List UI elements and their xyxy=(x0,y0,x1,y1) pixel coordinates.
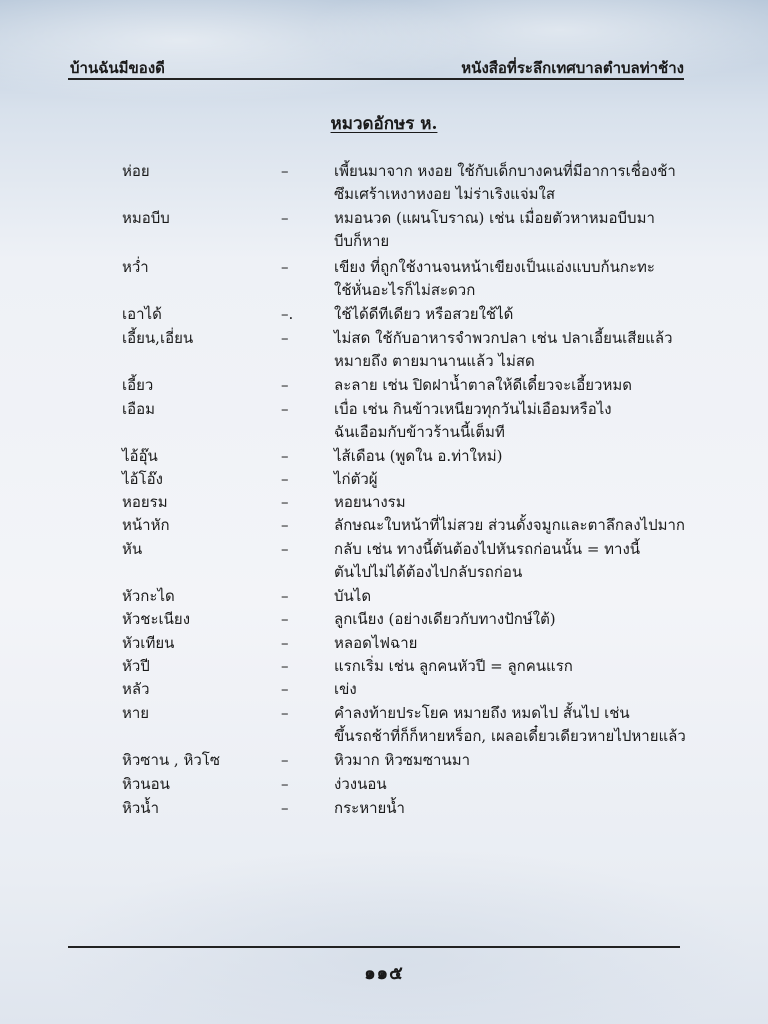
entry-dash: – xyxy=(281,516,289,534)
definition-line: บันได xyxy=(334,587,372,605)
entry-dash: – xyxy=(281,470,289,488)
entry-dash: – xyxy=(281,680,289,698)
entry-definition xyxy=(334,538,694,584)
definition-line: ขึ้นรถช้าที่ก็ก็หายหร็อก, เผลอเดี๋ยวเดียวหายไปหายแล้ว xyxy=(334,727,686,745)
entry-definition xyxy=(334,632,694,655)
entry-dash: – xyxy=(281,704,289,722)
entry-dash: –. xyxy=(281,305,294,323)
entry-term: หอยรม xyxy=(122,493,168,511)
definition-line: ลูกเนียง (อย่างเดียวกับทางปักษ์ใต้) xyxy=(334,610,556,628)
entry-definition xyxy=(334,608,694,631)
entry-term: หว่ำ xyxy=(122,258,149,276)
footer-divider xyxy=(68,946,680,948)
definition-line: หมอนวด (แผนโบราณ) เช่น เมื่อยตัวหาหมอบีบมา xyxy=(334,209,655,227)
definition-line: หลอดไฟฉาย xyxy=(334,634,418,652)
entry-dash: – xyxy=(281,162,289,180)
page-number: ๑๑๕ xyxy=(364,963,404,984)
entry-dash: – xyxy=(281,258,289,276)
entry-dash: – xyxy=(281,657,289,675)
entry-dash: – xyxy=(281,587,289,605)
entry-definition xyxy=(334,491,694,514)
entry-definition xyxy=(334,749,694,772)
entry-term: หัวปี xyxy=(122,657,150,675)
entry-term: เอือม xyxy=(122,400,156,418)
entry-dash: – xyxy=(281,376,289,394)
entry-definition xyxy=(334,256,694,302)
definition-line: กลับ เช่น ทางนี้ตันต้องไปหันรถก่อนนั้น = ทางนี้ xyxy=(334,540,641,558)
definition-line: ละลาย เช่น ปิดฝาน้ำตาลให้ดีเดี๋ยวจะเอี้ยวหมด xyxy=(334,376,633,394)
entry-dash: – xyxy=(281,209,289,227)
entry-definition xyxy=(334,303,694,326)
entry-definition xyxy=(334,773,694,796)
entry-definition xyxy=(334,445,694,468)
definition-line: หมายถึง ตายมานานแล้ว ไม่สด xyxy=(334,352,535,370)
entry-definition xyxy=(334,585,694,608)
entry-term: ห่อย xyxy=(122,162,150,180)
book-title: หนังสือที่ระลึกเทศบาลตำบลท่าช้าง xyxy=(461,59,684,77)
entry-dash: – xyxy=(281,447,289,465)
definition-line: ตันไปไม่ได้ต้องไปกลับรถก่อน xyxy=(334,563,523,581)
definition-line: กระหายน้ำ xyxy=(334,799,405,817)
definition-line: ลักษณะใบหน้าที่ไม่สวย ส่วนดั้งจมูกและตาลึกลงไปมาก xyxy=(334,516,685,534)
entry-definition xyxy=(334,327,694,373)
entry-term: เอาได้ xyxy=(122,305,162,323)
entry-dash: – xyxy=(281,610,289,628)
section-title-text: หมวดอักษร ห. xyxy=(330,114,438,134)
definition-line: หอยนางรม xyxy=(334,493,406,511)
entry-definition xyxy=(334,655,694,678)
entry-term: หัน xyxy=(122,540,143,558)
definition-line: ใช้หั่นอะไรก็ไม่สะดวก xyxy=(334,281,476,299)
entry-term: หัวชะเนียง xyxy=(122,610,191,628)
section-title xyxy=(0,110,768,137)
definition-line: เบื่อ เช่น กินข้าวเหนียวทุกวันไม่เอือมหรือไง xyxy=(334,400,612,418)
entry-definition xyxy=(334,678,694,701)
definition-line: ใช้ได้ดีทีเดียว หรือสวยใช้ได้ xyxy=(334,305,514,323)
entry-definition xyxy=(334,514,694,537)
entry-definition xyxy=(334,797,694,820)
entry-term: ไอ้โอ๊ง xyxy=(122,470,163,488)
entry-dash: – xyxy=(281,634,289,652)
entry-term: หัวเทียน xyxy=(122,634,175,652)
definition-line: ไม่สด ใช้กับอาหารจำพวกปลา เช่น ปลาเอี้ยนเสียแล้ว xyxy=(334,329,673,347)
definition-line: คำลงท้ายประโยค หมายถึง หมดไป สั้นไป เช่น xyxy=(334,704,630,722)
entry-dash: – xyxy=(281,493,289,511)
entry-definition xyxy=(334,468,694,491)
entry-dash: – xyxy=(281,751,289,769)
entry-definition xyxy=(334,702,694,748)
entry-definition xyxy=(334,398,694,444)
entry-term: หิวนอน xyxy=(122,775,170,793)
entry-term: หมอบีบ xyxy=(122,209,170,227)
entry-definition xyxy=(334,160,694,206)
entry-dash: – xyxy=(281,400,289,418)
definition-line: หิวมาก หิวซมซานมา xyxy=(334,751,471,769)
entry-dash: – xyxy=(281,540,289,558)
definition-line: ซึมเศร้าเหงาหงอย ไม่ร่าเริงแจ่มใส xyxy=(334,185,555,203)
definition-line: ฉันเอือมกับข้าวร้านนี้เต็มที xyxy=(334,423,505,441)
definition-line: ไส้เดือน (พูดใน อ.ท่าใหม่) xyxy=(334,447,503,465)
definition-line: ไก่ตัวผู้ xyxy=(334,470,378,488)
entry-term: หน้าหัก xyxy=(122,516,170,534)
entry-term: หิวซาน , หิวโซ xyxy=(122,751,221,769)
definition-line: เขียง ที่ถูกใช้งานจนหน้าเขียงเป็นแอ่งแบบก้นกะทะ xyxy=(334,258,655,276)
entry-term: ไอ้อุ๊น xyxy=(122,447,158,465)
book-series-title: บ้านฉันมีของดี xyxy=(70,59,165,77)
entry-dash: – xyxy=(281,775,289,793)
definition-line: แรกเริ่ม เช่น ลูกคนหัวปี = ลูกคนแรก xyxy=(334,657,573,675)
definition-line: ง่วงนอน xyxy=(334,775,387,793)
definition-line: เข่ง xyxy=(334,680,357,698)
entry-term: เอี้ยน,เอี่ยน xyxy=(122,329,194,347)
entry-term: หาย xyxy=(122,704,150,722)
definition-line: เพี้ยนมาจาก หงอย ใช้กับเด็กบางคนที่มีอาการเชื่องช้า xyxy=(334,162,676,180)
entry-term: หลัว xyxy=(122,680,150,698)
entry-dash: – xyxy=(281,799,289,817)
entry-term: เอี้ยว xyxy=(122,376,154,394)
entry-term: หัวกะได xyxy=(122,587,175,605)
entry-definition xyxy=(334,207,694,253)
entry-dash: – xyxy=(281,329,289,347)
page-header xyxy=(68,56,684,80)
entry-definition xyxy=(334,374,694,397)
definition-line: บีบก็หาย xyxy=(334,232,390,250)
entry-term: หิวน้ำ xyxy=(122,799,159,817)
